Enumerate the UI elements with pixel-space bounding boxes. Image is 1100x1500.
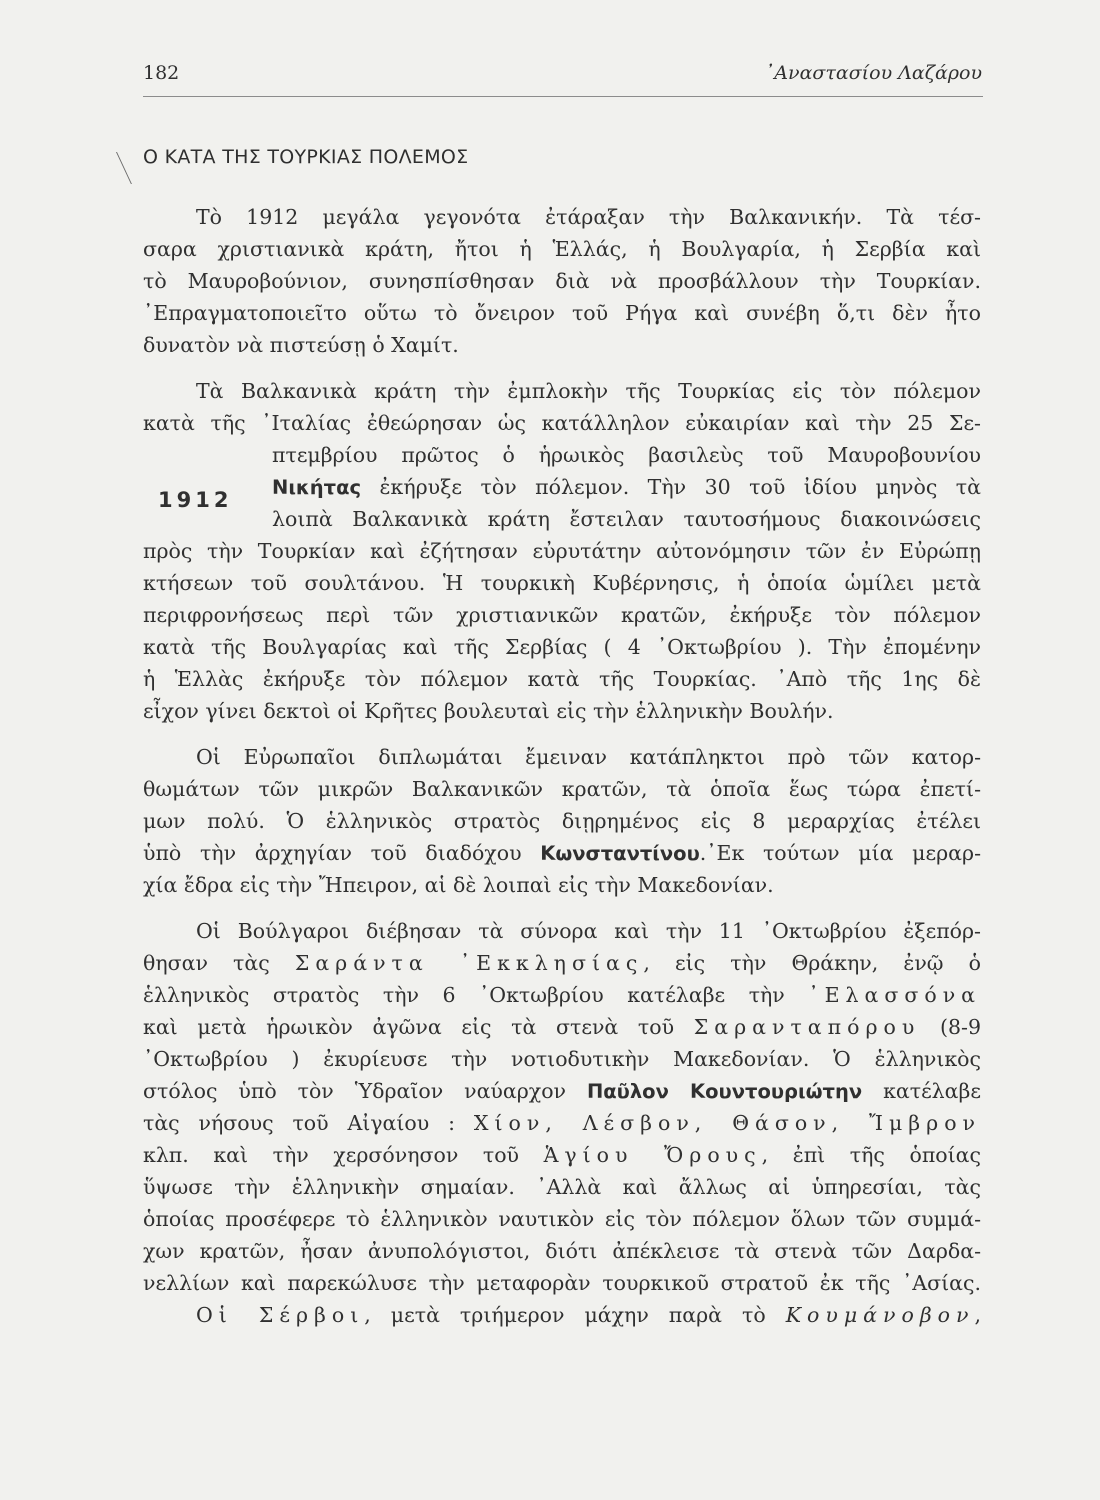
place-sarantaporo: Σαρανταπόρου [693, 1015, 921, 1039]
text-line: χία ἔδρα εἰς τὴν Ἤπειρον, αἱ δὲ λοιπαὶ εἰς τὴν Μακεδονίαν. [143, 873, 774, 897]
text-line: σαρα χριστιανικὰ κράτη, ἤτοι ἡ Ἑλλάς, ἡ Βουλγαρία, ἡ Σερβία καὶ [143, 237, 981, 261]
text-line: Τὰ Βαλκανικὰ κράτη τὴν ἐμπλοκὴν τῆς Τουρκίας εἰς τὸν πόλεμον [196, 379, 981, 403]
text-line: στόλος ὑπὸ τὸν Ὑδραῖον ναύαρχον Παῦλον Κουντουριώτην κατέλαβε [143, 1079, 981, 1103]
text-line: Οἱ Βούλγαροι διέβησαν τὰ σύνορα καὶ τὴν 11 ᾿Οκτωβρίου ἐξεπόρ- [196, 919, 981, 943]
text-line: ᾿Επραγματοποιεῖτο οὕτω τὸ ὄνειρον τοῦ Ρήγα καὶ συνέβη ὅ,τι δὲν ἦτο [143, 301, 981, 325]
text-line: χων κρατῶν, ἦσαν ἀνυπολόγιστοι, διότι ἀπέκλεισε τὰ στενὰ τῶν Δαρδα- [143, 1239, 981, 1263]
islands-list: Χίον, Λέσβον, Θάσον, Ἴμβρον [473, 1111, 981, 1135]
text-line: μων πολύ. Ὁ ἑλληνικὸς στρατὸς διῃρημένος εἰς 8 μεραρχίας ἐτέλει [143, 809, 981, 833]
name-serbs: Οἱ Σέρβοι [196, 1303, 365, 1327]
text-line: ἡ Ἑλλὰς ἐκήρυξε τὸν πόλεμον κατὰ τῆς Τουρκίας. ᾿Απὸ τῆς 1ης δὲ [143, 667, 981, 691]
text-line: Τὸ 1912 μεγάλα γεγονότα ἐτάραξαν τὴν Βαλκανικήν. Τὰ τέσ- [196, 205, 981, 229]
text-line: πτεμβρίου πρῶτος ὁ ἡρωικὸς βασιλεὺς τοῦ Μαυροβουνίου [272, 443, 981, 467]
running-head: ᾿Αναστασίου Λαζάρου [764, 62, 982, 84]
text-line: θωμάτων τῶν μικρῶν Βαλκανικῶν κρατῶν, τὰ ὁποῖα ἕως τώρα ἐπετί- [143, 777, 981, 801]
name-koundouriotis: Παῦλον Κουντουριώτην [586, 1080, 863, 1103]
name-nikitas: Νικήτας [272, 476, 362, 499]
place-agion-oros: Ἁγίου Ὄρους [543, 1143, 762, 1167]
text-line: πρὸς τὴν Τουρκίαν καὶ ἐζήτησαν εὐρυτάτην αὐτονόμησιν τῶν ἐν Εὐρώπῃ [143, 539, 981, 563]
text-line: εἶχον γίνει δεκτοὶ οἱ Κρῆτες βουλευταὶ εἰς τὴν ἑλληνικὴν Βουλήν. [143, 699, 834, 723]
text-line: κτήσεων τοῦ σουλτάνου. Ἡ τουρκικὴ Κυβέρνησις, ἡ ὁποία ὡμίλει μετὰ [143, 571, 981, 595]
text-line: ὕψωσε τὴν ἑλληνικὴν σημαίαν. ᾿Αλλὰ καὶ ἄλλως αἱ ὑπηρεσίαι, τὰς [143, 1175, 981, 1199]
text-line: θησαν τὰς Σαράντα ᾿Εκκλησίας, εἰς τὴν Θράκην, ἐνῷ ὁ [143, 951, 981, 975]
text-line: κατὰ τῆς ᾿Ιταλίας ἐθεώρησαν ὡς κατάλληλον εὐκαιρίαν καὶ τὴν 25 Σε- [143, 411, 981, 435]
text-line: τὰς νήσους τοῦ Αἰγαίου : Χίον, Λέσβον, Θάσον, Ἴμβρον [143, 1111, 981, 1135]
text-line: Οἱ Εὐρωπαῖοι διπλωμάται ἔμειναν κατάπληκτοι πρὸ τῶν κατορ- [196, 745, 981, 769]
text-line: Νικήτας ἐκήρυξε τὸν πόλεμον. Τὴν 30 τοῦ ἰδίου μηνὸς τὰ [272, 475, 981, 499]
text-line: ὁποίας προσέφερε τὸ ἑλληνικὸν ναυτικὸν εἰς τὸν πόλεμον ὅλων τῶν συμμά- [143, 1207, 981, 1231]
text-line: ὑπὸ τὴν ἀρχηγίαν τοῦ διαδόχου Κωνσταντίνου.᾿Εκ τούτων μία μεραρ- [143, 841, 981, 865]
text-line: λοιπὰ Βαλκανικὰ κράτη ἔστειλαν ταυτοσήμους διακοινώσεις [272, 507, 981, 531]
text-line: Οἱ Σέρβοι, μετὰ τριήμερον μάχην παρὰ τὸ Κουμάνοβον, [196, 1303, 982, 1327]
section-title: Ο ΚΑΤΑ ΤΗΣ ΤΟΥΡΚΙΑΣ ΠΟΛΕΜΟΣ [143, 146, 469, 168]
text-line: περιφρονήσεως περὶ τῶν χριστιανικῶν κρατῶν, ἐκήρυξε τὸν πόλεμον [143, 603, 981, 627]
text-line: ᾿Οκτωβρίου ) ἐκυρίευσε τὴν νοτιοδυτικὴν Μακεδονίαν. Ὁ ἑλληνικὸς [143, 1047, 981, 1071]
text-line: καὶ μετὰ ἡρωικὸν ἀγῶνα εἰς τὰ στενὰ τοῦ Σαρανταπόρου (8-9 [143, 1015, 981, 1039]
page-number: 182 [143, 62, 180, 84]
text-line: κατὰ τῆς Βουλγαρίας καὶ τῆς Σερβίας ( 4 ᾿Οκτωβρίου ). Τὴν ἐπομένην [143, 635, 981, 659]
text-line: κλπ. καὶ τὴν χερσόνησον τοῦ Ἁγίου Ὄρους, ἐπὶ τῆς ὁποίας [143, 1143, 981, 1167]
name-konstantinos: Κωνσταντίνου [540, 842, 700, 865]
text-line: τὸ Μαυροβούνιον, συνησπίσθησαν διὰ νὰ προσβάλλουν τὴν Τουρκίαν. [143, 269, 981, 293]
text-line: νελλίων καὶ παρεκώλυσε τὴν μεταφορὰν τουρκικοῦ στρατοῦ ἐκ τῆς ᾿Ασίας. [143, 1271, 981, 1295]
place-kumanovo: Κουμάνοβον [785, 1303, 975, 1327]
text-line: ἑλληνικὸς στρατὸς τὴν 6 ᾿Οκτωβρίου κατέλαβε τὴν ᾿Ελασσόνα [143, 983, 981, 1007]
text-line: δυνατὸν νὰ πιστεύσῃ ὁ Χαμίτ. [143, 333, 459, 357]
place-saranta-ekklisies: Σαράντα ᾿Εκκλησίας [294, 951, 644, 975]
margin-year: 1912 [158, 488, 233, 512]
place-elassona: ᾿Ελασσόνα [808, 983, 981, 1007]
